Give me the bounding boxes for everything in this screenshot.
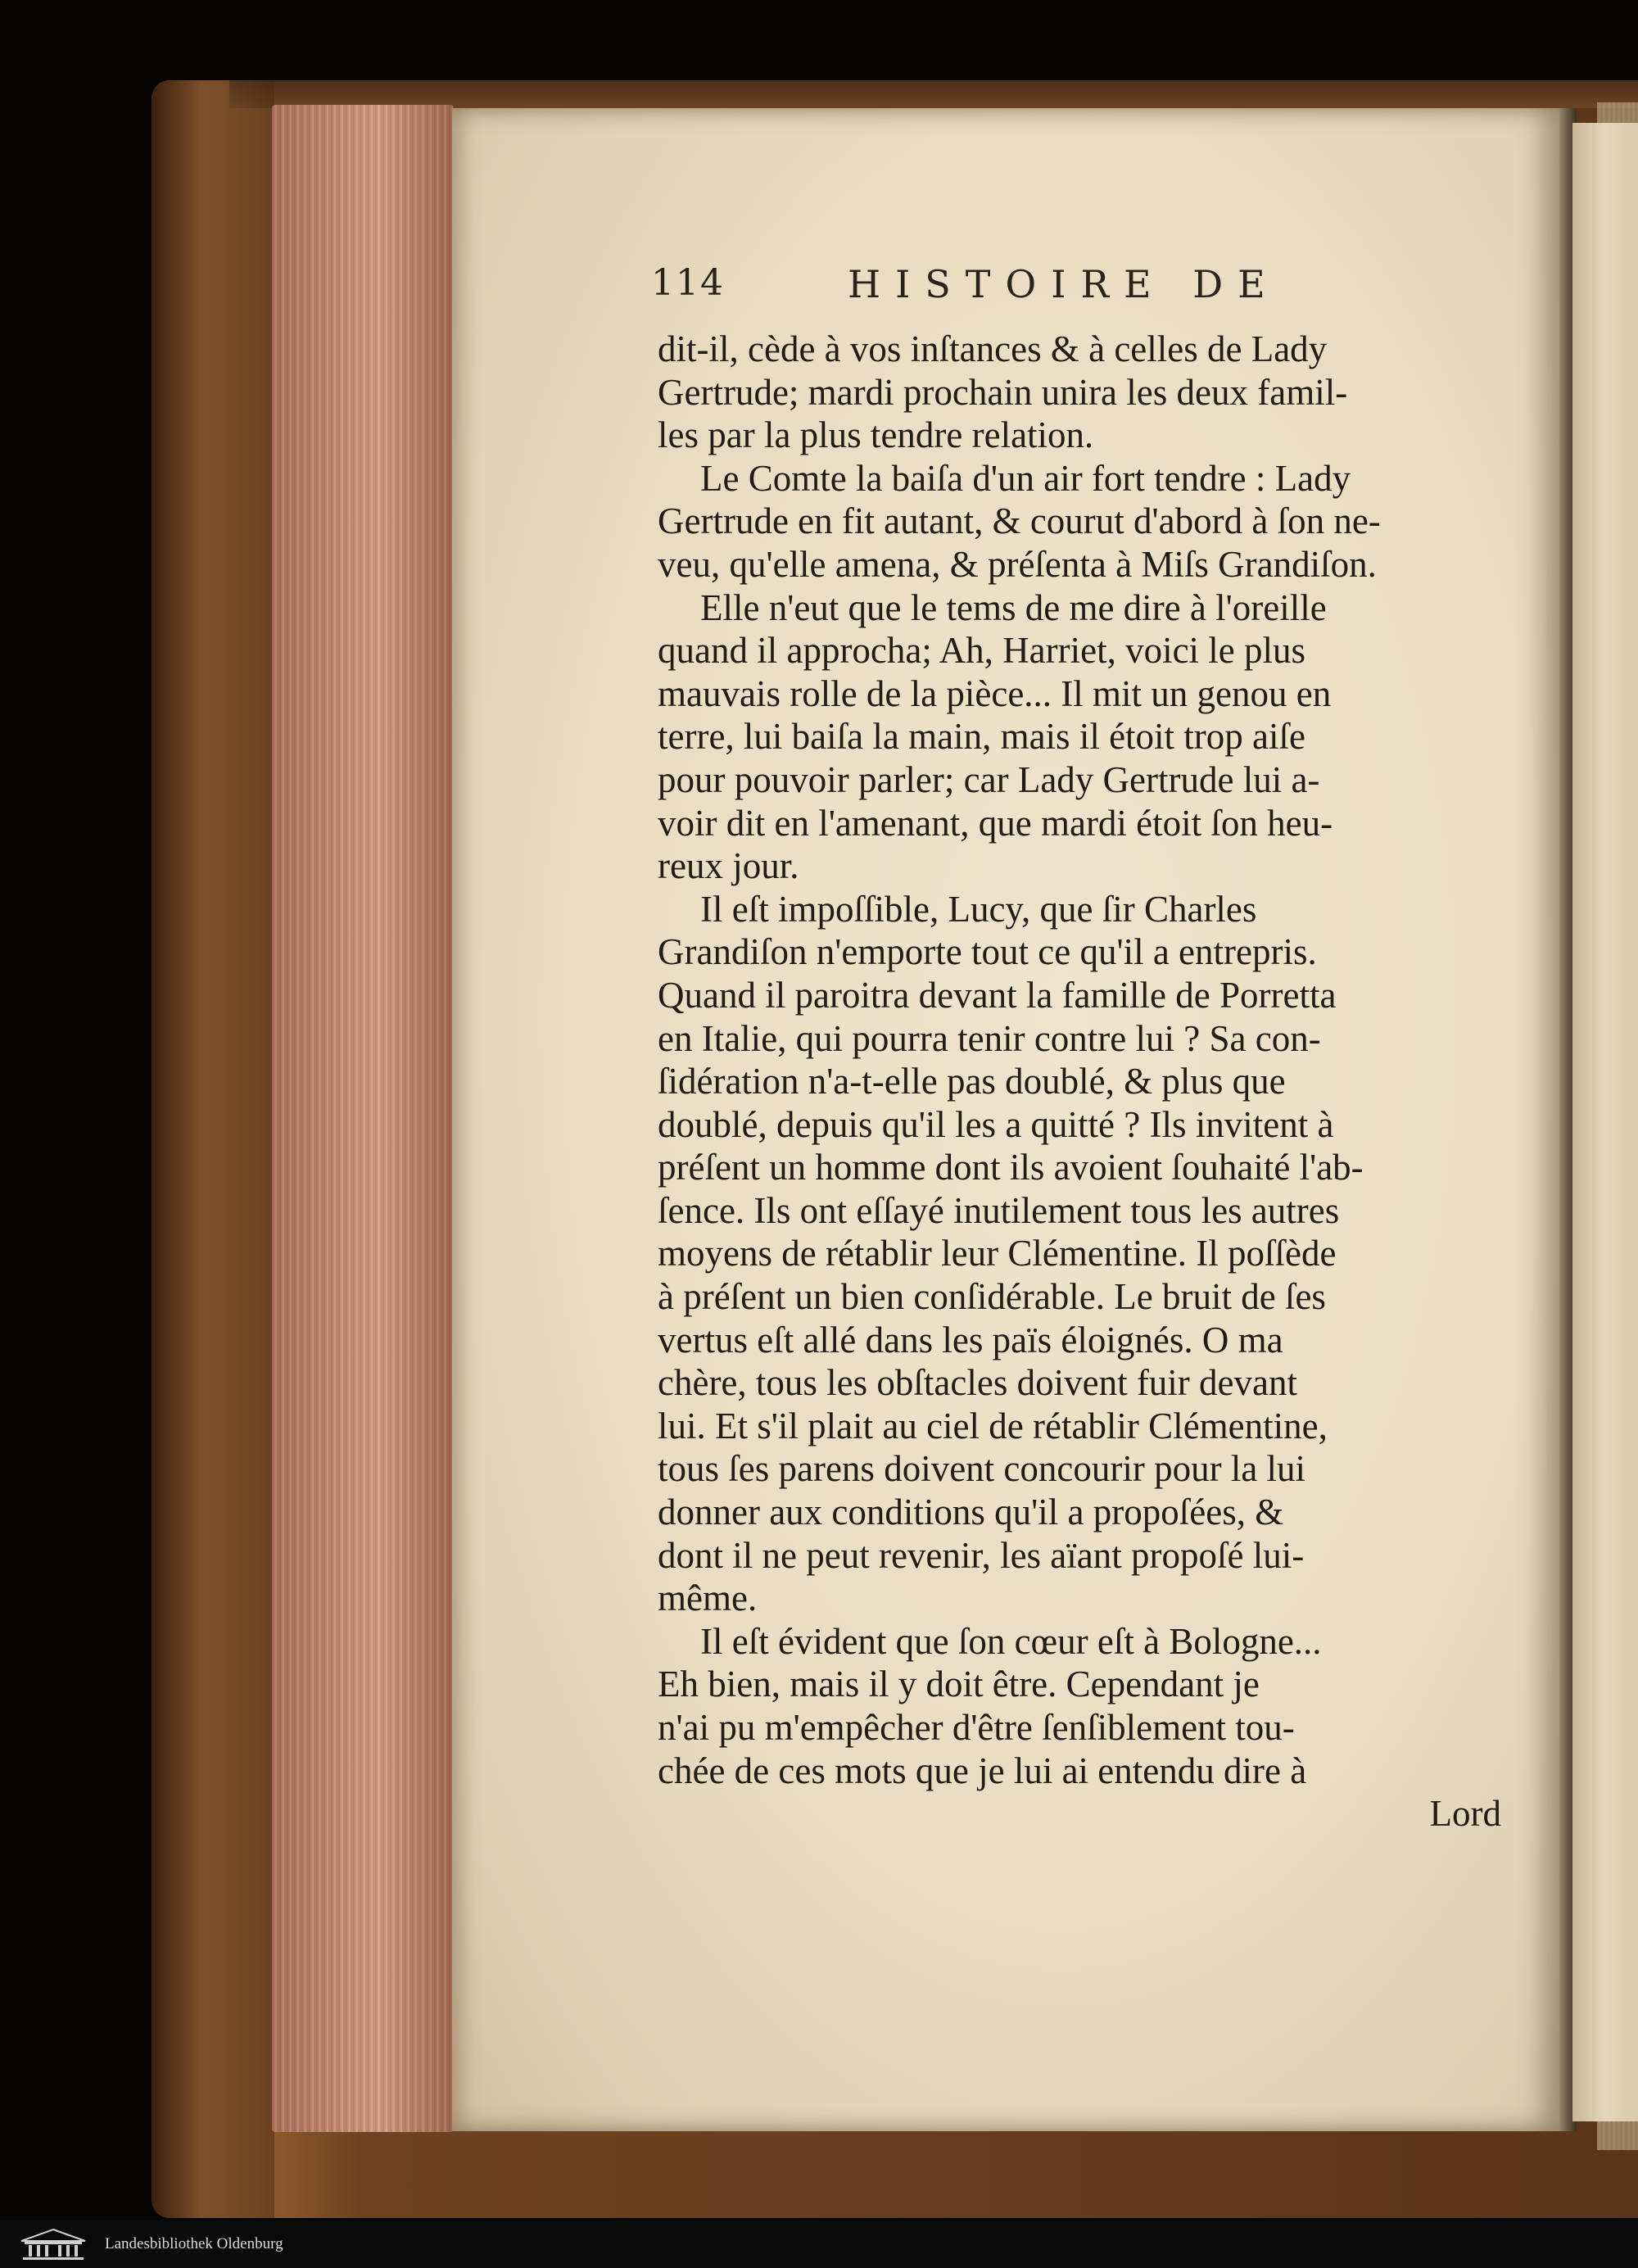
text-line: Il eſt évident que ſon cœur eſt à Bologne... xyxy=(700,1620,1322,1662)
page-number: 114 xyxy=(651,262,725,304)
text-line: veu, qu'elle amena, & préſenta à Miſs Grandiſon. xyxy=(658,543,1377,585)
text-line: mauvais rolle de la pièce... Il mit un genou en xyxy=(658,672,1332,714)
text-line: chère, tous les obſtacles doivent fuir devant xyxy=(658,1362,1297,1404)
text-line: en Italie, qui pourra tenir contre lui ? Sa con- xyxy=(658,1017,1321,1059)
text-line: lui. Et s'il plait au ciel de rétablir Clémentine, xyxy=(658,1405,1328,1446)
text-line: moyens de rétablir leur Clémentine. Il poſſède xyxy=(658,1233,1337,1274)
page-fore-edge xyxy=(272,105,454,2132)
text-line: ſidération n'a-t-elle pas doublé, & plus que xyxy=(658,1061,1286,1102)
running-head: HISTOIRE DE xyxy=(848,262,1280,306)
text-line: dit-il, cède à vos inſtances & à celles de Lady xyxy=(658,328,1328,369)
facing-page-sliver xyxy=(1572,123,1638,2121)
text-line: donner aux conditions qu'il a propoſées, & xyxy=(658,1492,1284,1533)
text-line: tous ſes parens doivent concourir pour la lui xyxy=(658,1448,1306,1490)
text-line: Le Comte la baiſa d'un air fort tendre : Lady xyxy=(700,457,1351,499)
text-line: terre, lui baiſa la main, mais il étoit trop aiſe xyxy=(658,716,1305,758)
text-line: Il eſt impoſſible, Lucy, que ſir Charles xyxy=(700,888,1257,930)
text-line: Eh bien, mais il y doit être. Cependant je xyxy=(658,1664,1260,1705)
text-line: n'ai pu m'empêcher d'être ſenſiblement tou- xyxy=(658,1707,1295,1748)
institution-label[interactable]: Landesbibliothek Oldenburg xyxy=(105,2234,283,2252)
text-line: Elle n'eut que le tems de me dire à l'oreille xyxy=(700,586,1327,628)
text-line: Gertrude; mardi prochain unira les deux famil- xyxy=(658,371,1348,413)
text-line: voir dit en l'amenant, que mardi étoit ſon heu- xyxy=(658,802,1333,844)
text-line: doublé, depuis qu'il les a quitté ? Ils invitent à xyxy=(658,1103,1334,1145)
text-line: ſence. Ils ont eſſayé inutilement tous les autres xyxy=(658,1189,1340,1231)
page-text xyxy=(658,328,1501,1836)
text-line: chée de ces mots que je lui ai entendu dire à xyxy=(658,1750,1307,1791)
catchword: Lord xyxy=(1429,1793,1501,1835)
text-line: même. xyxy=(658,1578,758,1619)
text-line: dont il ne peut revenir, les aïant propoſé lui- xyxy=(658,1534,1305,1576)
text-line: reux jour. xyxy=(658,845,799,887)
book-spine xyxy=(152,80,274,2218)
text-line: Quand il paroitra devant la famille de Porretta xyxy=(658,974,1337,1016)
library-building-icon[interactable] xyxy=(18,2228,88,2261)
text-line: préſent un homme dont ils avoient ſouhaité l'ab- xyxy=(658,1147,1364,1188)
book-cover-top-edge xyxy=(229,80,1638,108)
text-line: les par la plus tendre relation. xyxy=(658,414,1094,456)
text-line: à préſent un bien conſidérable. Le bruit de ſes xyxy=(658,1276,1326,1318)
text-line: quand il approcha; Ah, Harriet, voici le plus xyxy=(658,630,1306,672)
text-line: pour pouvoir parler; car Lady Gertrude lui a- xyxy=(658,758,1320,800)
text-line: Gertrude en fit autant, & courut d'abord à ſon ne- xyxy=(658,500,1381,542)
text-line: vertus eſt allé dans les païs éloignés. O ma xyxy=(658,1319,1283,1360)
viewer-footer xyxy=(0,2220,1638,2268)
text-line: Grandiſon n'emporte tout ce qu'il a entrepris. xyxy=(658,931,1317,973)
